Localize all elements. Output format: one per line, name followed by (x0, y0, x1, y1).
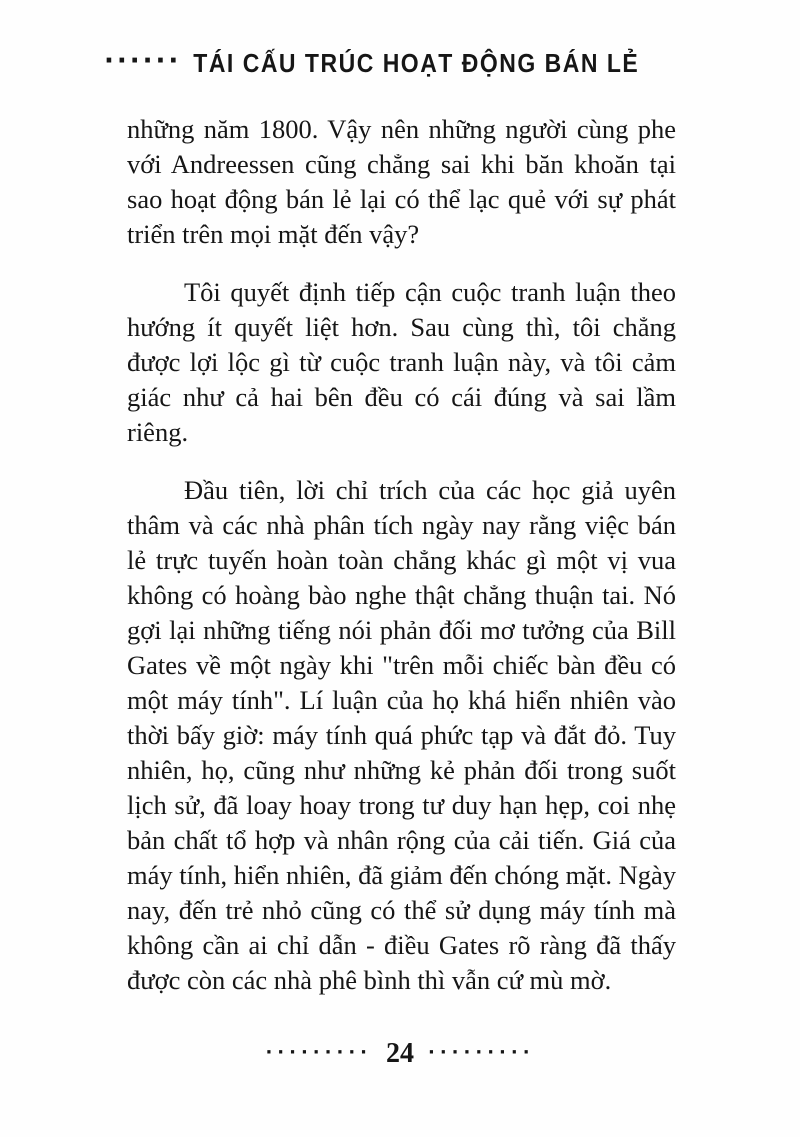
footer-right-dots: ········· (428, 1042, 535, 1063)
running-header (104, 46, 640, 77)
body-paragraph: Tôi quyết định tiếp cận cuộc tranh luận theo hướng ít quyết liệt hơn. Sau cùng thì, tôi chẳng được lợi lộc gì từ cuộc tranh luận này, và tôi cảm giác như cả hai bên đều có cái đúng và sai lầm riêng. (127, 277, 676, 447)
chapter-title: TÁI CẤU TRÚC HOẠT ĐỘNG BÁN LẺ (193, 47, 640, 77)
page-footer (0, 1040, 800, 1068)
body-paragraph: Đầu tiên, lời chỉ trích của các học giả uyên thâm và các nhà phân tích ngày nay rằng việc bán lẻ trực tuyến hoàn toàn chẳng khác gì một vị vua không có hoàng bào nghe thật chẳng thuận tai. Nó gợi lại những tiếng nói phản đối mơ tưởng của Bill Gates về một ngày khi "trên mỗi chiếc bàn đều có một máy tính". Lí luận của họ khá hiển nhiên vào thời bấy giờ: máy tính quá phức tạp và đắt đỏ. Tuy nhiên, họ, cũng như những kẻ phản đối trong suốt lịch sử, đã loay hoay trong tư duy hạn hẹp, coi nhẹ bản chất tổ hợp và nhân rộng của cải tiến. Giá của máy tính, hiển nhiên, đã giảm đến chóng mặt. Ngày nay, đến trẻ nhỏ cũng có thể sử dụng máy tính mà không cần ai chỉ dẫn - điều Gates rõ ràng đã thấy được còn các nhà phê bình thì vẫn cứ mù mờ. (127, 475, 677, 995)
body-text (127, 112, 676, 1021)
body-paragraph: những năm 1800. Vậy nên những người cùng phe với Andreessen cũng chẳng sai khi băn khoăn tại sao hoạt động bán lẻ lại có thể lạc quẻ với sự phát triển trên mọi mặt đến vậy? (127, 114, 676, 249)
page-number: 24 (386, 1038, 414, 1069)
header-leader-dots: ······ (104, 46, 182, 76)
footer-left-dots: ········· (265, 1042, 372, 1063)
